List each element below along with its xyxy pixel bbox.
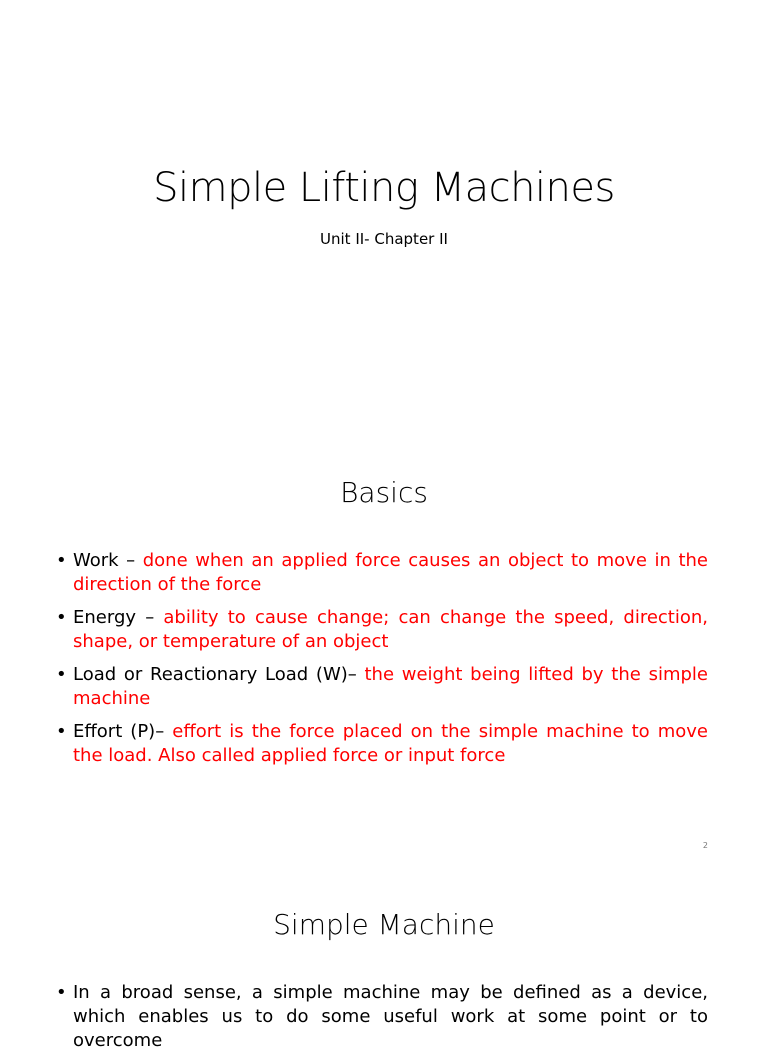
basics-bullet-list xyxy=(56,549,708,777)
bullet-text: In a broad sense, a simple machine may be defined as a device, which enables us to do some useful work at some point or to overcome xyxy=(73,982,708,1051)
bullet-definition: the weight being lifted by the simple machine xyxy=(73,664,708,709)
bullet-term: Work – xyxy=(73,550,143,571)
bullet-definition: done when an applied force causes an object to move in the direction of the force xyxy=(73,550,708,595)
simple-machine-slide xyxy=(0,860,768,1051)
bullet-term: Energy – xyxy=(73,607,164,628)
document-title: Simple Lifting Machines xyxy=(153,165,615,211)
list-item xyxy=(56,663,708,711)
bullet-term: Load or Reactionary Load (W)– xyxy=(73,664,365,685)
basics-slide xyxy=(0,420,768,860)
list-item xyxy=(56,981,708,1053)
page-number: 2 xyxy=(702,841,708,850)
simple-machine-bullet-list xyxy=(56,981,708,1062)
basics-heading: Basics xyxy=(340,476,428,509)
bullet-term: Effort (P)– xyxy=(73,721,173,742)
list-item xyxy=(56,606,708,654)
bullet-icon: • xyxy=(56,664,67,685)
simple-machine-heading: Simple Machine xyxy=(273,908,495,941)
bullet-icon: • xyxy=(56,982,67,1003)
bullet-icon: • xyxy=(56,721,67,742)
list-item xyxy=(56,549,708,597)
title-slide xyxy=(0,0,768,420)
bullet-icon: • xyxy=(56,607,67,628)
list-item xyxy=(56,720,708,768)
document-subtitle: Unit II- Chapter II xyxy=(320,230,448,248)
bullet-icon: • xyxy=(56,550,67,571)
bullet-definition: effort is the force placed on the simple machine to move the load. Also called applied force or input force xyxy=(73,721,708,766)
bullet-definition: ability to cause change; can change the speed, direction, shape, or temperature of an object xyxy=(73,607,708,652)
